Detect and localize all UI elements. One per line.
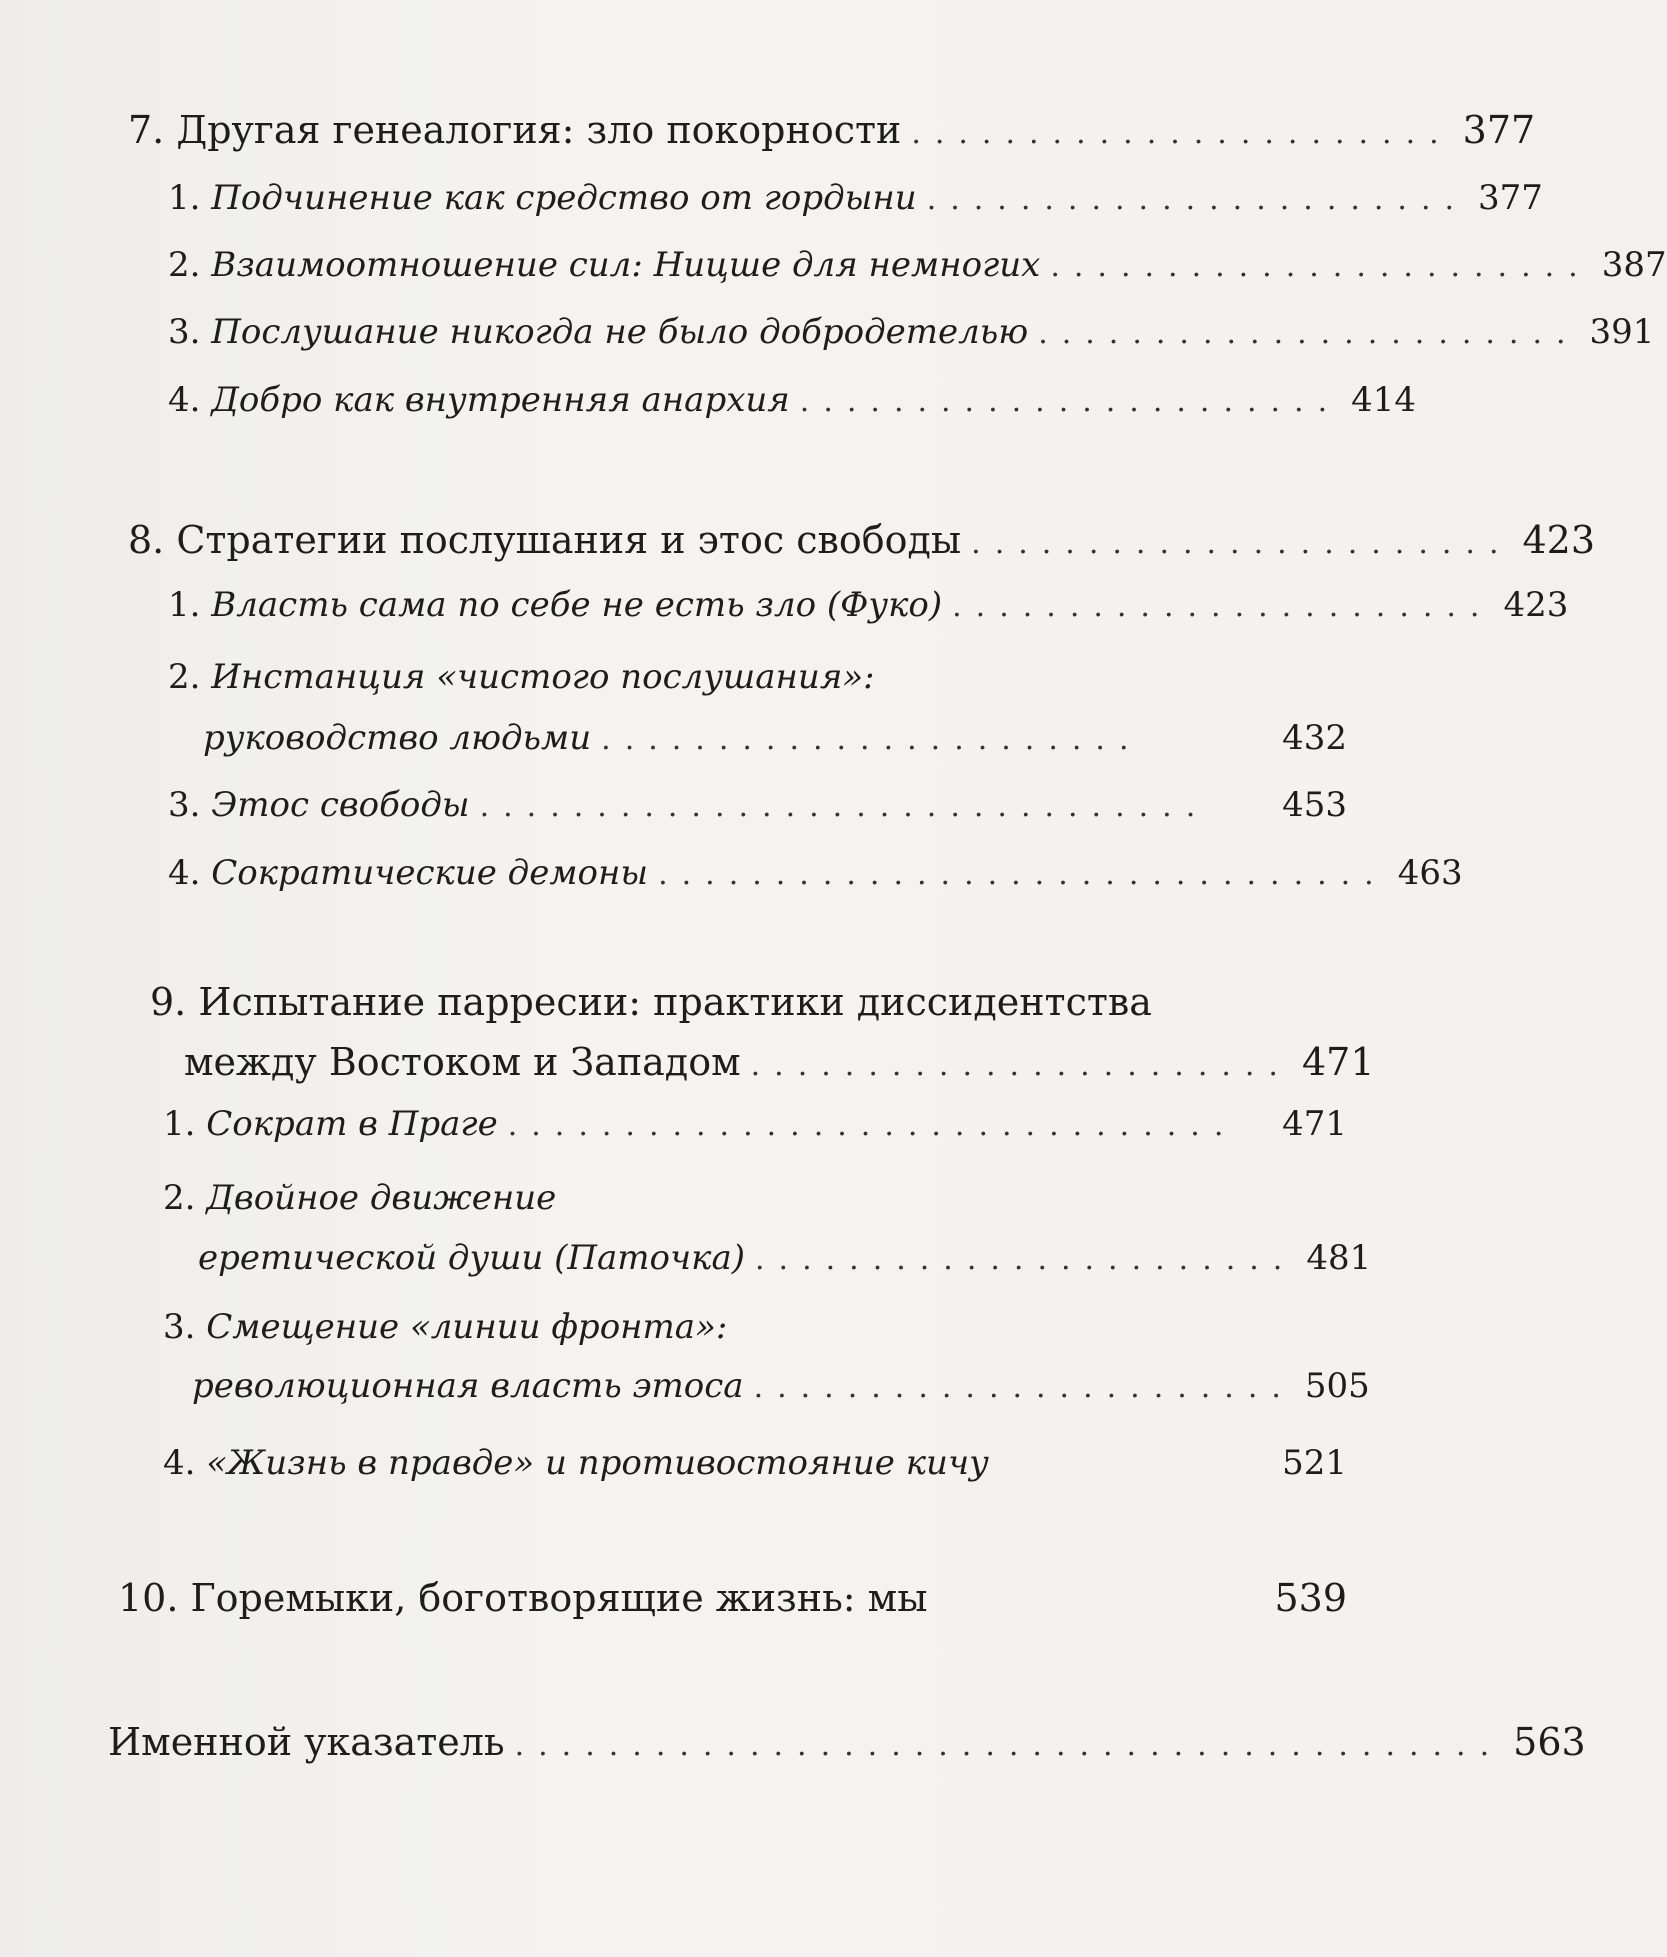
dot-leader: .......................	[971, 526, 1513, 561]
toc-section-8-2[interactable]	[203, 718, 1347, 758]
toc-chapter-9[interactable]	[184, 1040, 1375, 1084]
toc-page-number: 377	[1478, 178, 1543, 218]
toc-chapter-7[interactable]	[128, 108, 1536, 152]
toc-page-number: 432	[1282, 718, 1347, 758]
dot-leader: .......................	[601, 722, 1143, 757]
toc-entry-title: революционная власть этоса	[192, 1366, 744, 1406]
toc-section-9-4[interactable]: 4. «Жизнь в правде» и противостояние кичу 521	[163, 1443, 1347, 1483]
toc-page-number: 414	[1351, 380, 1417, 420]
toc-section-9-2[interactable]	[198, 1238, 1372, 1278]
toc-page-number: 521	[1282, 1443, 1347, 1483]
toc-page-number: 471	[1282, 1104, 1347, 1144]
toc-entry-title: Двойное движение	[206, 1178, 557, 1218]
toc-entry-title: Сократические демоны	[211, 853, 649, 893]
toc-entry-title: руководство людьми	[203, 718, 592, 758]
dot-leader: .......................	[952, 589, 1494, 624]
toc-page-number: 377	[1462, 108, 1536, 152]
toc-section-9-1[interactable]: 1. Сократ в Праге ............................... 471	[163, 1104, 1347, 1144]
toc-page-number: 471	[1301, 1040, 1375, 1084]
toc-section-8-4[interactable]: 4. Сократические демоны ............................... 463	[168, 853, 1463, 893]
toc-entry-title: Инстанция «чистого послушания»:	[211, 657, 875, 697]
toc-entry-title: Этос свободы	[211, 785, 470, 825]
toc-entry-title: Власть сама по себе не есть зло (Фуко)	[211, 585, 943, 625]
toc-page-number: 463	[1397, 853, 1463, 893]
toc-entry-title: 7. Другая генеалогия: зло покорности	[128, 108, 902, 152]
toc-entry-title: «Жизнь в правде» и противостояние кичу	[206, 1443, 989, 1483]
toc-entry-title: Послушание никогда не было добродетелью	[211, 312, 1029, 352]
dot-leader: ...............................	[479, 789, 1210, 824]
dot-leader: .......................	[911, 116, 1453, 151]
toc-page-number: 387	[1601, 245, 1667, 285]
toc-entry-title: Сократ в Праге	[206, 1104, 498, 1144]
toc-page-number: 505	[1304, 1366, 1370, 1406]
toc-page-number: 423	[1522, 518, 1596, 562]
dot-leader: ...............................	[658, 857, 1388, 892]
toc-entry-title: 9. Испытание парресии: практики диссидентства	[150, 980, 1152, 1024]
toc-entry-title: 10. Горемыки, боготворящие жизнь: мы	[118, 1576, 928, 1620]
toc-entry-title: Подчинение как средство от гордыни	[211, 178, 917, 218]
toc-section-7-4[interactable]: 4. Добро как внутренняя анархия ....................... 414	[168, 380, 1417, 420]
toc-entry-title: еретической души (Паточка)	[198, 1238, 746, 1278]
toc-entry-title: Взаимоотношение сил: Ницше для немногих	[211, 245, 1041, 285]
dot-leader: .......................	[926, 182, 1469, 217]
toc-page-number: 563	[1513, 1720, 1586, 1764]
toc-section-8-3[interactable]: 3. Этос свободы ............................... 453	[168, 785, 1347, 825]
toc-chapter-9-line1[interactable]	[150, 980, 1152, 1024]
toc-section-7-3[interactable]: 3. Послушание никогда не было добродетелью ....................... 391	[168, 312, 1655, 352]
dot-leader: .......................	[750, 1048, 1292, 1083]
toc-section-8-1[interactable]: 1. Власть сама по себе не есть зло (Фуко) ....................... 423	[168, 585, 1569, 625]
toc-entry-title: между Востоком и Западом	[184, 1040, 741, 1084]
toc-section-8-2-line1[interactable]: 2. Инстанция «чистого послушания»:	[168, 657, 875, 697]
toc-page-number: 391	[1589, 312, 1655, 352]
toc-section-9-3[interactable]	[192, 1366, 1370, 1406]
dot-leader: .......................	[1050, 249, 1592, 284]
toc-section-9-2-line1[interactable]: 2. Двойное движение	[163, 1178, 557, 1218]
toc-section-7-1[interactable]: 1. Подчинение как средство от гордыни ....................... 377	[168, 178, 1543, 218]
toc-page-number: 481	[1306, 1238, 1372, 1278]
toc-entry-title: 8. Стратегии послушания и этос свободы	[128, 518, 962, 562]
toc-chapter-8[interactable]	[128, 518, 1596, 562]
toc-chapter-10[interactable]	[118, 1576, 1347, 1620]
toc-section-9-3-line1[interactable]: 3. Смещение «линии фронта»:	[163, 1307, 728, 1347]
toc-page-number: 453	[1282, 785, 1347, 825]
dot-leader: .......................	[799, 384, 1342, 419]
dot-leader: .......................	[755, 1242, 1297, 1277]
toc-entry-title: Смещение «линии фронта»:	[206, 1307, 728, 1347]
dot-leader: ..........................................	[514, 1728, 1504, 1763]
toc-page-number: 423	[1503, 585, 1569, 625]
toc-section-7-2[interactable]: 2. Взаимоотношение сил: Ницше для немногих ....................... 387	[168, 245, 1667, 285]
dot-leader: .......................	[753, 1370, 1295, 1405]
toc-page-number: 539	[1274, 1576, 1347, 1620]
toc-name-index[interactable]	[108, 1720, 1586, 1764]
toc-entry-title: Именной указатель	[108, 1720, 505, 1764]
toc-entry-title: Добро как внутренняя анархия	[211, 380, 790, 420]
dot-leader: .......................	[1038, 316, 1580, 351]
dot-leader: ...............................	[507, 1108, 1238, 1143]
